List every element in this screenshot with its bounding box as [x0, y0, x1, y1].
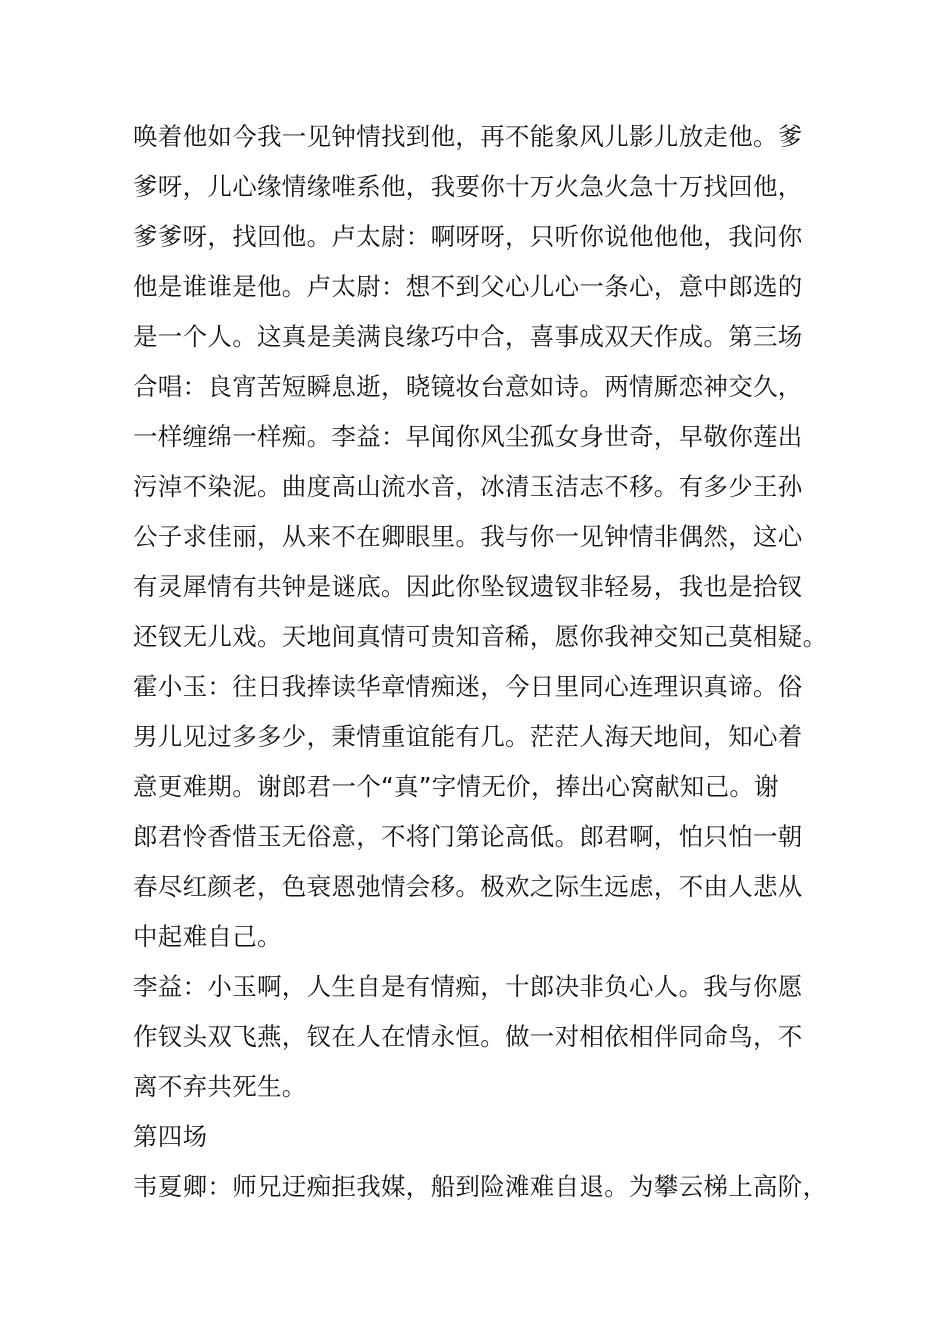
- text-line: 唤着他如今我一见钟情找到他，再不能象风儿影儿放走他。爹: [133, 122, 803, 151]
- text-line: 意更难期。谢郎君一个“真”字情无价，捧出心窝献知己。谢: [133, 772, 779, 801]
- text-line: 爹爹呀，找回他。卢太尉：啊呀呀，只听你说他他他，我问你: [133, 222, 803, 251]
- text-line: 男儿见过多多少，秉情重谊能有几。茫茫人海天地间，知心着: [133, 722, 803, 751]
- text-line: 爹呀，儿心缘情缘唯系他，我要你十万火急火急十万找回他，: [133, 172, 803, 201]
- text-line: 合唱：良宵苦短瞬息逝，晓镜妆台意如诗。两情厮恋神交久，: [133, 372, 803, 401]
- text-line: 离不弃共死生。: [133, 1072, 307, 1101]
- text-line: 是一个人。这真是美满良缘巧中合，喜事成双天作成。第三场: [133, 322, 803, 351]
- text-line: 郎君怜香惜玉无俗意，不将门第论高低。郎君啊，怕只怕一朝: [133, 822, 803, 851]
- text-line: 他是谁谁是他。卢太尉：想不到父心儿心一条心，意中郎选的: [133, 272, 803, 301]
- text-line: 霍小玉：往日我捧读华章情痴迷，今日里同心连理识真谛。俗: [133, 672, 803, 701]
- text-line: 作钗头双飞燕，钗在人在情永恒。做一对相依相伴同命鸟，不: [133, 1022, 803, 1051]
- text-line: 污淖不染泥。曲度高山流水音，冰清玉洁志不移。有多少王孙: [133, 472, 803, 501]
- text-line: 春尽红颜老，色衰恩弛情会移。极欢之际生远虑，不由人悲从: [133, 872, 803, 901]
- text-line: 中起难自己。: [133, 922, 282, 951]
- text-line: 公子求佳丽，从来不在卿眼里。我与你一见钟情非偶然，这心: [133, 522, 803, 551]
- body-text: [133, 112, 828, 1212]
- text-line: 有灵犀情有共钟是谜底。因此你坠钗遗钗非轻易，我也是拾钗: [133, 572, 803, 601]
- text-line: 李益：小玉啊，人生自是有情痴，十郎决非负心人。我与你愿: [133, 972, 803, 1001]
- text-line: 韦夏卿：师兄迂痴拒我媒，船到险滩难自退。为攀云梯上高阶，: [133, 1172, 828, 1201]
- scene-heading: 第四场: [133, 1122, 208, 1151]
- text-line: 一样缠绵一样痴。李益：早闻你风尘孤女身世奇，早敬你莲出: [133, 422, 803, 451]
- text-line: 还钗无儿戏。天地间真情可贵知音稀，愿你我神交知己莫相疑。: [133, 622, 828, 651]
